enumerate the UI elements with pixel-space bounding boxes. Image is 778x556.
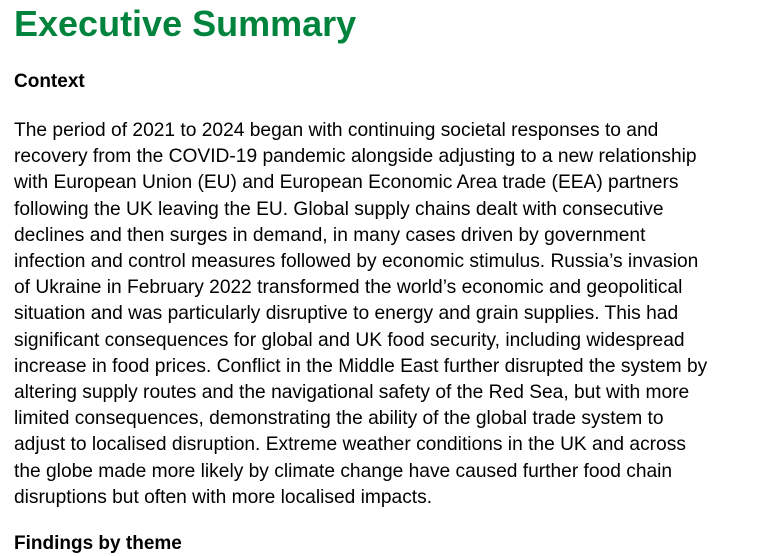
paragraph-line: disruptions but often with more localised impacts. xyxy=(14,486,433,508)
paragraph-line: increase in food prices. Conflict in the Middle East further disrupted the system by xyxy=(14,355,708,377)
paragraph-line: of Ukraine in February 2022 transformed the world’s economic and geopolitical xyxy=(14,277,683,299)
paragraph-line: infection and control measures followed by economic stimulus. Russia’s invasion xyxy=(14,251,699,273)
paragraph-line: the globe made more likely by climate change have caused further food chain xyxy=(14,460,673,482)
paragraph-line: declines and then surges in demand, in many cases driven by government xyxy=(14,224,646,246)
paragraph-line: situation and was particularly disruptive to energy and grain supplies. This had xyxy=(14,303,679,325)
paragraph-line: altering supply routes and the navigational safety of the Red Sea, but with more xyxy=(14,382,690,404)
paragraph-line: significant consequences for global and UK food security, including widespread xyxy=(14,329,685,351)
paragraph-line: following the UK leaving the EU. Global supply chains dealt with consecutive xyxy=(14,198,664,220)
paragraph-line: recovery from the COVID-19 pandemic alongside adjusting to a new relationship xyxy=(14,146,697,168)
findings-heading: Findings by theme xyxy=(14,533,182,554)
paragraph-line: with European Union (EU) and European Economic Area trade (EEA) partners xyxy=(14,172,679,194)
context-paragraph xyxy=(14,118,764,511)
paragraph-line: adjust to localised disruption. Extreme weather conditions in the UK and across xyxy=(14,434,686,456)
page-title: Executive Summary xyxy=(14,3,357,44)
paragraph-line: limited consequences, demonstrating the ability of the global trade system to xyxy=(14,408,664,430)
context-heading: Context xyxy=(14,71,85,92)
paragraph-line: The period of 2021 to 2024 began with continuing societal responses to and xyxy=(14,120,659,141)
